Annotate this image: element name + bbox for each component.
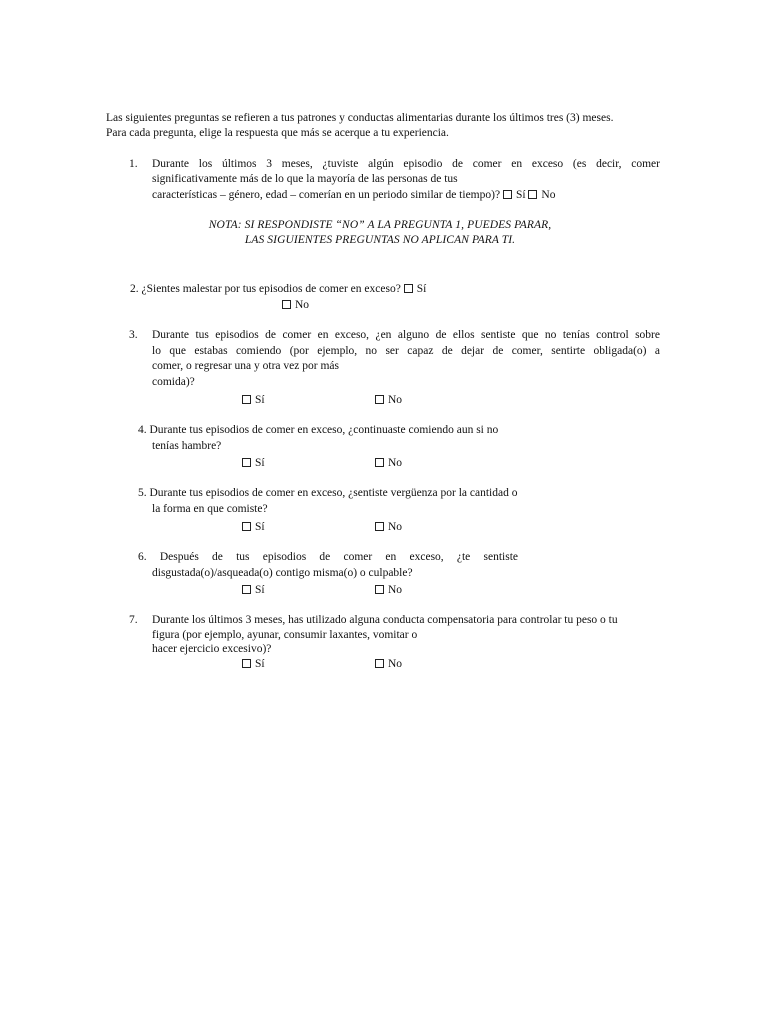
question-4-line-1: 4. Durante tus episodios de comer en exceso, ¿continuaste comiendo aun si no [138,424,499,436]
question-7-line-2: figura (por ejemplo, ayunar, consumir laxantes, vomitar o [152,629,418,641]
checkbox-icon[interactable] [375,585,384,594]
question-5-line-1: 5. Durante tus episodios de comer en exceso, ¿sentiste vergüenza por la cantidad o [138,487,518,499]
question-1-option-no[interactable]: No [528,189,555,201]
checkbox-icon[interactable] [375,458,384,467]
checkbox-icon[interactable] [528,190,537,199]
intro-line-2: Para cada pregunta, elige la respuesta que más se acerque a tu experiencia. [106,127,449,139]
question-1-option-yes[interactable]: Sí [503,189,526,201]
checkbox-icon[interactable] [503,190,512,199]
checkbox-icon[interactable] [242,585,251,594]
question-7-line-3: hacer ejercicio excesivo)? [152,643,272,655]
question-6-line-1: 6. Después de tus episodios de comer en exceso, ¿te sentiste [138,551,518,563]
question-4-option-yes[interactable]: Sí [242,455,265,471]
checkbox-icon[interactable] [375,395,384,404]
checkbox-icon[interactable] [404,284,413,293]
question-7-option-yes[interactable]: Sí [242,656,265,672]
question-6-option-yes[interactable]: Sí [242,582,265,598]
question-3-line-3: comer, o regresar una y otra vez por más [152,360,339,372]
checkbox-icon[interactable] [242,395,251,404]
question-3-line-4: comida)? [152,376,195,388]
question-1-line-2: significativamente más de lo que la mayoría de las personas de tus [152,173,458,185]
question-2-text: 2. ¿Sientes malestar por tus episodios de comer en exceso? [130,283,401,295]
question-5-option-yes[interactable]: Sí [242,519,265,535]
checkbox-icon[interactable] [242,458,251,467]
question-3-line-2: lo que estabas comiendo (por ejemplo, no ser capaz de dejar de comer, sentirte obligada(o) a [152,345,660,357]
question-1-line-3: características – género, edad – comerían en un periodo similar de tiempo)? [152,189,501,201]
checkbox-icon[interactable] [282,300,291,309]
question-3-option-yes[interactable]: Sí [242,392,265,408]
question-7-option-no[interactable]: No [375,656,402,672]
question-2-option-no[interactable]: No [282,297,309,313]
question-4-line-2: tenías hambre? [152,440,222,452]
question-1-number: 1. [129,158,138,170]
question-2-option-yes[interactable]: Sí [404,283,427,295]
checkbox-icon[interactable] [242,659,251,668]
question-4-option-no[interactable]: No [375,455,402,471]
checkbox-icon[interactable] [375,659,384,668]
note-line-1: NOTA: SI RESPONDISTE “NO” A LA PREGUNTA 1, PUEDES PARAR, [208,219,552,231]
question-6-line-2: disgustada(o)/asqueada(o) contigo misma(o) o culpable? [152,567,413,579]
intro-line-1: Las siguientes preguntas se refieren a tus patrones y conductas alimentarias durante los últimos tres (3) meses. [106,112,614,124]
checkbox-icon[interactable] [375,522,384,531]
question-5-line-2: la forma en que comiste? [152,503,268,515]
checkbox-icon[interactable] [242,522,251,531]
question-6-option-no[interactable]: No [375,582,402,598]
question-3-option-no[interactable]: No [375,392,402,408]
question-7-number: 7. [129,614,138,626]
note-line-2: LAS SIGUIENTES PREGUNTAS NO APLICAN PARA TI. [244,234,516,246]
question-1-line-1: Durante los últimos 3 meses, ¿tuviste algún episodio de comer en exceso (es decir, comer [152,158,660,170]
question-3-line-1: Durante tus episodios de comer en exceso, ¿en alguno de ellos sentiste que no tenías control sobre [152,329,660,341]
question-3-number: 3. [129,329,138,341]
question-7-line-1: Durante los últimos 3 meses, has utilizado alguna conducta compensatoria para controlar tu peso o tu [152,614,618,626]
question-5-option-no[interactable]: No [375,519,402,535]
